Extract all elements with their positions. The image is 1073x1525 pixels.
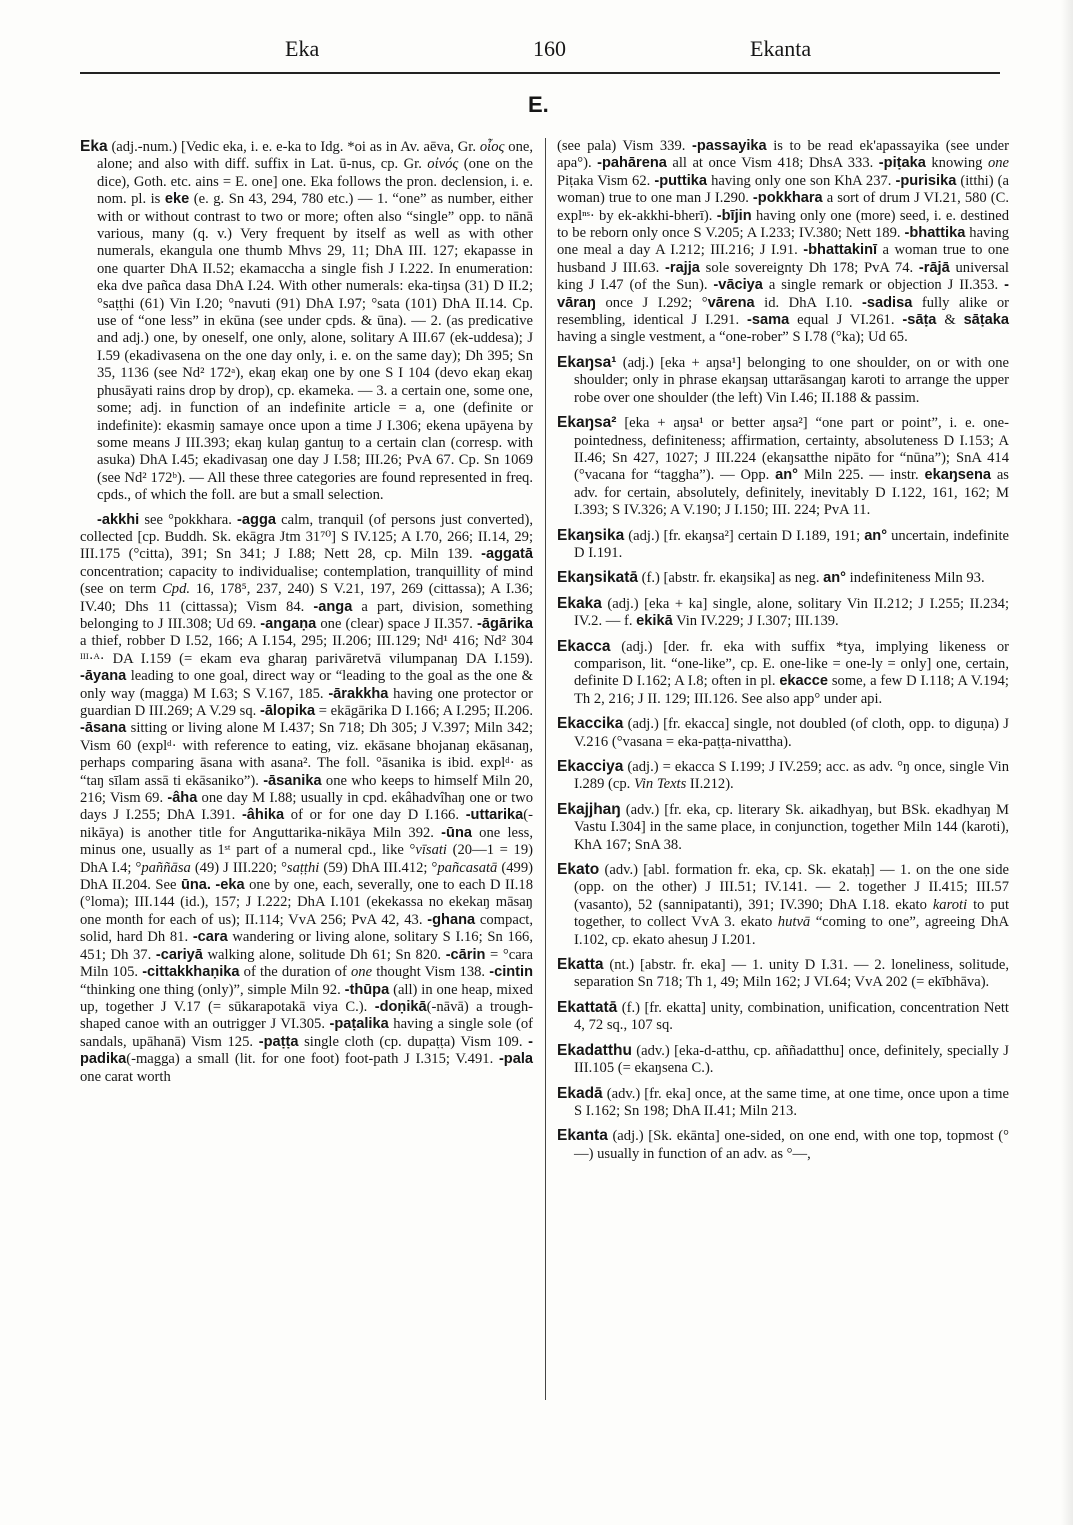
compound-term: -paṭalika: [329, 1016, 389, 1033]
entry-text: (e. g. Sn 43, 294, 780 etc.) — 1. “one” as number, either with or without contrast to two or more; often also “single” opp. to nānā various, many (q. v.) Very frequent by itself as well as with other numerals, ekangula one thumb Mhvs 29, 11; DhA III. 127; ekapasse in one quarter DhA II.52; ekamaccha a single fish J I.222. In enumeration: eka dve pañca dasa DhA I.24. With other numerals: eka-tiŋsa (31) D II.2; °saṭṭhi (61) Vin I.20; °navuti (91) DhA I.97; °sata (101) DhA II.14. Cp. use of “one less” in ekūna (see under cpds. & ūna). — 2. (as predicative and adj.) one, by oneself, one only, alone, solitary A III.67 (ek-uddesa); J I.59 (ekadivasena on the one day only, i. e. on the same day); Dh 395; Sn 35, 1136 (see Nd² 172ᵃ), ekaŋ ekaŋ one by one S I 104 (devo ekaŋ ekaŋ phusāyati rains drop by drop), cp. ekameka. — 3. a certain one, some one, some; adj. in function of an indefinite article = a, one (definite or indefinite): ekasmiŋ samaye once upon a time J I.306; ekena upāyena by some means J III.393; ekaŋ kulaŋ gantuŋ to a certain clan (corresp. with asuka) DhA I.45; ekadivasaŋ one day J I.58; III.26; PvA 67. Cp. Sn 1069 (see Nd² 172ᵇ). — All these three categories are found represented in freq. cpds., of which the foll. are but a small selection.: [97, 191, 533, 504]
compound-term: -ghana: [427, 911, 476, 928]
dictionary-entry: [557, 715, 1009, 751]
running-head: [80, 36, 1010, 66]
dictionary-entry-continuation: [557, 138, 1009, 347]
compound-term: -ūna: [441, 824, 472, 841]
compound-term: -āyana: [80, 668, 127, 685]
compound-term: an°: [864, 527, 888, 544]
entry-text: (49) J III.220; °: [190, 859, 287, 876]
entry-text: (nt.) [abstr. fr. eka] — 1. unity D I.31. — 2. loneliness, solitude, separation Sn 718; Th 1, 49; Miln 162; J VI.64; VvA 202 (= ekībhāva).: [574, 957, 1009, 991]
compound-term: -passayika: [692, 138, 767, 154]
entry-text: one (clear) space J II.357.: [316, 615, 478, 632]
entry-text: 16, 178⁵, 237, 240) S V.21, 197, 269 (cittassa); A I.36; IV.40; Dhs 11 (cittassa); Vism 84.: [80, 581, 534, 615]
entry-text: (adj.) [fr. ekaŋsa²] certain D I.189, 191;: [624, 527, 865, 544]
compound-term: -akkhi: [97, 511, 140, 528]
entry-text: (20—1 = 19) DhA I.4; °: [80, 842, 533, 876]
compound-term: -āsana: [80, 720, 127, 737]
dictionary-entry: [557, 801, 1009, 854]
left-column: [80, 138, 533, 1093]
entry-text: sitting or living alone M I.437; Sn 718; Dh 305; J V.397; Miln 342; Vism 60 (explᵈ· with reference to eating, viz. ekāsane bhojanaŋ ekāsanaŋ, perhaps comparing āsana with asana². The foll. °āsanika is ibid. explᵈ· as “taŋ sīlam assā ti ekāsaniko”).: [80, 720, 533, 789]
compound-term: -purisika: [895, 172, 957, 189]
page-number: 160: [533, 36, 566, 61]
entry-text: once J I.292; °: [595, 294, 708, 311]
compound-term: -thūpa: [344, 981, 390, 998]
entry-text: (59) DhA III.412; °: [319, 859, 438, 876]
italic-text: Cpd.: [162, 581, 191, 598]
entry-text: (one on the dice), Goth. etc. ains = E. one] one. Eka follows the pron. declension, i. e. nom. pl. is: [97, 156, 533, 208]
entry-text: of or for one day D I.166.: [284, 807, 466, 824]
dictionary-entry: [557, 595, 1009, 631]
dictionary-entry: [557, 1042, 1009, 1078]
dictionary-entry: [557, 354, 1009, 407]
compound-term: -āgārika: [477, 615, 533, 632]
entry-text: fully alike or resembling, identical J I.291.: [557, 294, 1009, 329]
entry-text: calm, tranquil (of persons just converted), collected [cp. Buddh. Sk. ekāgra Jtm 31⁷⁰] S IV.125; A I.70, 266; II.14, 29; III.175 (°citta), 391; Sn 341; J I.88; Nett 28, cp. Miln 139.: [80, 511, 533, 563]
headword: Ekaŋsa¹: [557, 353, 617, 371]
entry-text: (499) DhA II.204. See: [80, 859, 533, 894]
entry-text: (adj.) [Sk. ekānta] one-sided, on one end, with one top, topmost (°—) usually in function of an adv. as °—,: [574, 1128, 1009, 1162]
compound-term: ūna.: [180, 877, 211, 894]
entry-text: having one protector or guardian D III.269; A V.29 sq.: [80, 685, 534, 719]
right-column: [557, 138, 1009, 1170]
compound-term: -âhika: [241, 807, 285, 824]
entry-text: uncertain, indefinite D I.191.: [574, 527, 1009, 561]
compound-term: -ālopika: [259, 703, 316, 719]
entry-text: see °pokkhara.: [139, 511, 238, 528]
entry-text: indefiniteness Miln 93.: [846, 570, 985, 587]
entry-text: (adv.) [abl. formation fr. eka, cp. Sk. ekataḥ] — 1. on the one side (opp. on the other) J III.51; IV.141. — 2. together J II.415; III.57 (vasanto), 52 (sannipatanti), 391; IV.390; DhA I.18. ekato: [574, 862, 1009, 913]
entry-text: knowing: [925, 155, 988, 172]
entry-text: (see pala) Vism 339.: [557, 138, 692, 154]
compound-term: -angaṇa: [260, 615, 317, 632]
entry-text: walking alone, solitude Dh 61; Sn 820.: [202, 946, 446, 963]
compound-term: -cārin: [445, 946, 486, 963]
headword: Ekaka: [557, 594, 602, 612]
entry-text: one carat worth: [80, 1068, 171, 1085]
entry-text: one by one, each, severally, one to each D II.18 (°loma); III.144 (id.), 157; J I.222; DhA I.101 (ekekassa no ekekaŋ māsaŋ one month for each of us); II.114; VvA 256; PvA 42, 43.: [80, 877, 534, 928]
italic-text: Vin Texts: [633, 776, 687, 793]
entry-text: Vin IV.229; J I.307; III.139.: [672, 613, 839, 630]
compound-term: -sadisa: [862, 294, 913, 311]
headword: Ekatta: [557, 956, 604, 974]
entry-text: to put together, to collect VvA 3. ekato: [574, 896, 1010, 931]
entry-text: (adv.) [eka-d-atthu, cp. aññadatthu] once, definitely, specially J III.105 (= ekaŋsena C.).: [574, 1042, 1009, 1077]
italic-text: paññāsa: [141, 859, 191, 876]
entry-text: thought Vism 138.: [372, 964, 490, 981]
compound-term: -vāraŋ: [557, 277, 1009, 311]
dictionary-entry: [557, 1127, 1009, 1163]
compound-term: -âha: [167, 790, 198, 807]
dictionary-entry: [557, 956, 1009, 992]
headword: Ekacciya: [557, 758, 624, 775]
entry-text: (adj.) [eka + ka] single, alone, solitary Vin II.212; J I.255; II.234; IV.2. — f.: [574, 595, 1009, 630]
entry-text: “thinking one thing (only)”, simple Miln 92.: [80, 981, 345, 998]
entry-text: (adv.) [fr. eka] once, at the same time, at one time, once upon a time S I.162; Sn 198; DhA II.41; Miln 213.: [574, 1085, 1009, 1119]
headword: Ekattatā: [557, 998, 618, 1016]
entry-text: having one meal a day A I.212; III.216; J I.91.: [557, 225, 1009, 259]
headword: Ekajjhaŋ: [557, 800, 621, 818]
italic-text: saṭṭhi: [286, 859, 320, 876]
entry-text: (adj.) [fr. ekacca] single, not doubled (of cloth, opp. to diguṇa) J V.216 (°vasana = eka-paṭṭa-nivattha).: [574, 716, 1009, 750]
entry-text: (adj.) [der. fr. eka with suffix *tya, implying likeness or comparison, lit. “one-like”, cp. E. one-like = one-ly = only] one, certain, definite D I.162; A I.8; often in pl.: [574, 638, 1009, 690]
compound-term: -sāṭa: [902, 312, 937, 329]
compound-term: ekaŋsena: [924, 467, 991, 484]
entry-text: wandering or living alone, solitary S I.16; Sn 166, 451; Dh 37.: [80, 929, 533, 963]
compound-term: -bhattika: [904, 225, 966, 242]
page-edge-shadow: [1061, 0, 1073, 1525]
entry-text: having a single sole (of sandals, upāhanā) Vism 125.: [80, 1016, 533, 1050]
entry-text: [eka + aŋsa¹ or better aŋsa²] “one part or point”, i. e. one-pointedness, definiteness; affirmation, certainty, absoluteness D I.153; A II.46; Sn 427, 1027; J III.224 (ekaŋsatthe nipāto for “nūna”); SnA 414 (°vacana for “taggha”). — Opp.: [574, 415, 1009, 484]
entry-text: universal king J I.47 (of the Sun).: [557, 259, 1009, 294]
entry-text: = °cara Miln 105.: [80, 946, 534, 981]
entry-text: a sort of drum J VI.21, 580 (C. explⁿˢ· by ek-akkhi-bherī).: [557, 190, 1009, 224]
entry-text: a thief, robber D I.52, 166; A I.154, 295; II.206; III.129; Nd¹ 416; Nd² 304 ᴵᴵᴵ·ᴬ· DA I.159 (= ekam eva gharaŋ parivāretvā vilumpanaŋ DA I.159).: [80, 633, 533, 667]
entry-text: one day M I.88; usually in cpd. ekâhadvîhaŋ one or two days J I.255; DhA I.391.: [80, 790, 534, 824]
italic-text: one: [987, 155, 1010, 172]
compound-term: -bhattakinī: [803, 242, 878, 259]
entry-text: having only one son KhA 237.: [707, 172, 896, 189]
entry-text: compact, solid, hard Dh 81.: [80, 911, 533, 946]
entry-text: (f.) [abstr. fr. ekaŋsika] as neg.: [638, 570, 824, 587]
dictionary-entry: [80, 138, 533, 505]
entry-text: having a single vestment, a “one-rober” S I.78 (°ka); Ud 65.: [557, 329, 908, 346]
compound-term: ekikā: [636, 613, 673, 630]
italic-text: οἶος: [479, 139, 505, 155]
dictionary-entry: [557, 758, 1009, 794]
entry-text: one less, minus one, usually as 1ˢᵗ part of a numeral cpd., like °: [80, 824, 533, 859]
italic-text: οἰνός: [427, 156, 459, 173]
compound-term: -anga: [313, 598, 353, 615]
headword: Eka: [80, 138, 108, 155]
headword: Ekato: [557, 861, 600, 879]
compound-term: -piṭaka: [878, 155, 926, 172]
compound-term: -aggatā: [481, 546, 533, 563]
entry-text: Piṭaka Vism 62.: [557, 172, 655, 189]
entry-text: (f.) [fr. ekatta] unity, combination, unification, concentration Nett 4, 72 sq., 107 sq.: [574, 999, 1009, 1034]
dictionary-entry-continuation: [80, 512, 533, 1086]
entry-text: a part, division, something belonging to J III.308; Ud 69.: [80, 598, 533, 632]
entry-text: (all) in one heap, mixed up, together J V.17 (= sūkarapotakā viya C.).: [80, 981, 533, 1015]
compound-term: sāṭaka: [963, 312, 1010, 329]
dictionary-entry: [557, 861, 1009, 949]
headword: Ekaŋsika: [557, 526, 625, 544]
headword: Ekaŋsikatā: [557, 569, 638, 587]
compound-term: -rājā: [918, 259, 950, 276]
entry-text: (-magga) a small (lit. for one foot) foot-path J I.315; V.491.: [126, 1051, 499, 1068]
headword: Ekaŋsa²: [557, 414, 617, 432]
headword: Ekanta: [557, 1127, 608, 1145]
entry-text: is to be read ek'apassayika (see under apa°).: [557, 138, 1009, 172]
section-letter: E.: [528, 92, 549, 117]
compound-term: -cintin: [489, 964, 533, 981]
dictionary-entry: [557, 999, 1009, 1035]
entry-text: = ekāgārika D I.166; A I.295; II.206.: [315, 703, 533, 719]
entry-text: a single remark or objection J II.353.: [762, 277, 1005, 294]
entry-text: a woman true to one husband J III.63.: [557, 242, 1009, 276]
compound-term: -paṭṭa: [258, 1033, 299, 1050]
entry-text: Miln 225. — instr.: [798, 467, 925, 484]
italic-text: one: [350, 964, 373, 981]
entry-text: single cloth (cp. dupaṭṭa) Vism 109.: [298, 1033, 529, 1050]
compound-term: ekacce: [779, 673, 829, 690]
compound-term: -eka: [215, 877, 245, 894]
compound-term: -ārakkha: [328, 685, 389, 702]
compound-term: -āsanika: [263, 772, 322, 789]
italic-text: vīsati: [415, 842, 447, 859]
headword: Ekacca: [557, 637, 611, 655]
right-guideword: Ekanta: [750, 36, 812, 61]
entry-text: (adj.) [eka + aŋsa¹] belonging to one shoulder, on or with one shoulder; only in phrase ekaŋsaŋ uttarāsangaŋ karoti to arrange the upper robe over one shoulder (the left) Vin I.46; II.188 & passim.: [574, 354, 1009, 406]
entry-text: leading to one goal, direct way or “leading to the goal as the one & only way (magga) M I.63; S V.167, 185.: [80, 668, 533, 702]
entry-text: (adv.) [fr. eka, cp. literary Sk. aikadhyaŋ, but BSk. ekadhyaŋ M Vastu I.304] in the same place, in conjunction, together Miln 144 (karoti), KhA 167; SnA 38.: [574, 801, 1009, 853]
italic-text: hutvā: [777, 914, 811, 931]
compound-term: -vāciya: [713, 277, 763, 294]
compound-term: -cara: [192, 929, 228, 946]
entry-text: &: [936, 312, 964, 329]
entry-text: (-nāvā) a trough-shaped canoe with an outrigger J VI.305.: [80, 998, 533, 1033]
headword: Ekadatthu: [557, 1041, 632, 1059]
header-rule: [80, 72, 1000, 74]
entry-text: concentration; capacity to individualise; contemplation, tranquillity of mind (see on term: [80, 563, 533, 598]
compound-term: an°: [823, 570, 846, 587]
entry-text: of the duration of: [239, 964, 351, 981]
entry-text: (itthi) (a woman) true to one man J I.290.: [557, 172, 1009, 207]
entry-text: II.212).: [686, 776, 734, 793]
compound-term: -rajja: [665, 259, 700, 276]
compound-term: -padika: [80, 1033, 533, 1068]
dictionary-entry: [557, 414, 1009, 519]
compound-term: -doṇikā: [374, 998, 427, 1015]
compound-term: vārena: [707, 294, 755, 311]
entry-text: “coming to one”, agreeing DhA I.102, cp. ekato ahesuŋ J I.201.: [574, 914, 1009, 948]
entry-text: some, a few D I.118; A V.194; Th 2, 216; J II. 129; III.126. See also app° under api.: [574, 673, 1009, 707]
dictionary-entry: [557, 638, 1009, 709]
dictionary-entry: [557, 569, 1009, 587]
compound-term: -pahārena: [597, 155, 667, 172]
italic-text: pañcasatā: [437, 859, 498, 876]
entry-text: one, alone; and also with diff. suffix in Lat. ū-nus, cp. Gr.: [97, 139, 533, 173]
entry-text: one who keeps to himself Miln 20, 216; Vism 69.: [80, 772, 533, 807]
italic-text: karoti: [932, 896, 968, 913]
dictionary-entry: [557, 527, 1009, 563]
compound-term: -pala: [498, 1051, 533, 1068]
dictionary-entry: [557, 1085, 1009, 1121]
compound-term: -bījin: [716, 207, 752, 224]
compound-term: -cariyā: [155, 946, 203, 963]
entry-text: (adj.-num.) [Vedic eka, i. e. e-ka to Idg. *oi as in Av. aēva, Gr.: [107, 139, 480, 155]
compound-term: an°: [775, 467, 798, 484]
entry-text: as adv. for certain, absolutely, definitely, inevitably D I.122, 161, 162; M I.393; S IV.326; A V.190; J I.150; III. 224; PvA 11.: [574, 467, 1009, 519]
headword: Ekaccika: [557, 715, 624, 733]
entry-text: (adj.) = ekacca S I.199; J IV.259; acc. as adv. °ŋ once, single Vin I.289 (cp.: [574, 759, 1009, 793]
headword: Ekadā: [557, 1084, 603, 1102]
compound-term: -uttarika: [465, 807, 524, 824]
compound-term: -puttika: [654, 172, 708, 189]
entry-text: (-nikāya) is another title for Anguttarika-nikāya Miln 392.: [80, 807, 533, 841]
compound-term: -sama: [747, 312, 790, 329]
compound-term: -agga: [237, 511, 276, 528]
entry-text: all at once Vism 418; DhsA 333.: [666, 155, 879, 172]
column-divider: [545, 138, 546, 1400]
entry-text: having only one (more) seed, i. e. destined to be reborn only once S V.205; A I.233; IV.380; Nett 189.: [557, 207, 1010, 242]
entry-text: id. DhA I.10.: [754, 294, 863, 311]
entry-text: sole sovereignty Dh 178; PvA 74.: [699, 259, 919, 276]
compound-term: eke: [164, 191, 190, 208]
compound-term: -pokkhara: [752, 190, 823, 207]
entry-text: equal J VI.261.: [789, 312, 903, 329]
compound-term: -cittakkhaṇika: [142, 964, 240, 981]
left-guideword: Eka: [285, 36, 320, 61]
